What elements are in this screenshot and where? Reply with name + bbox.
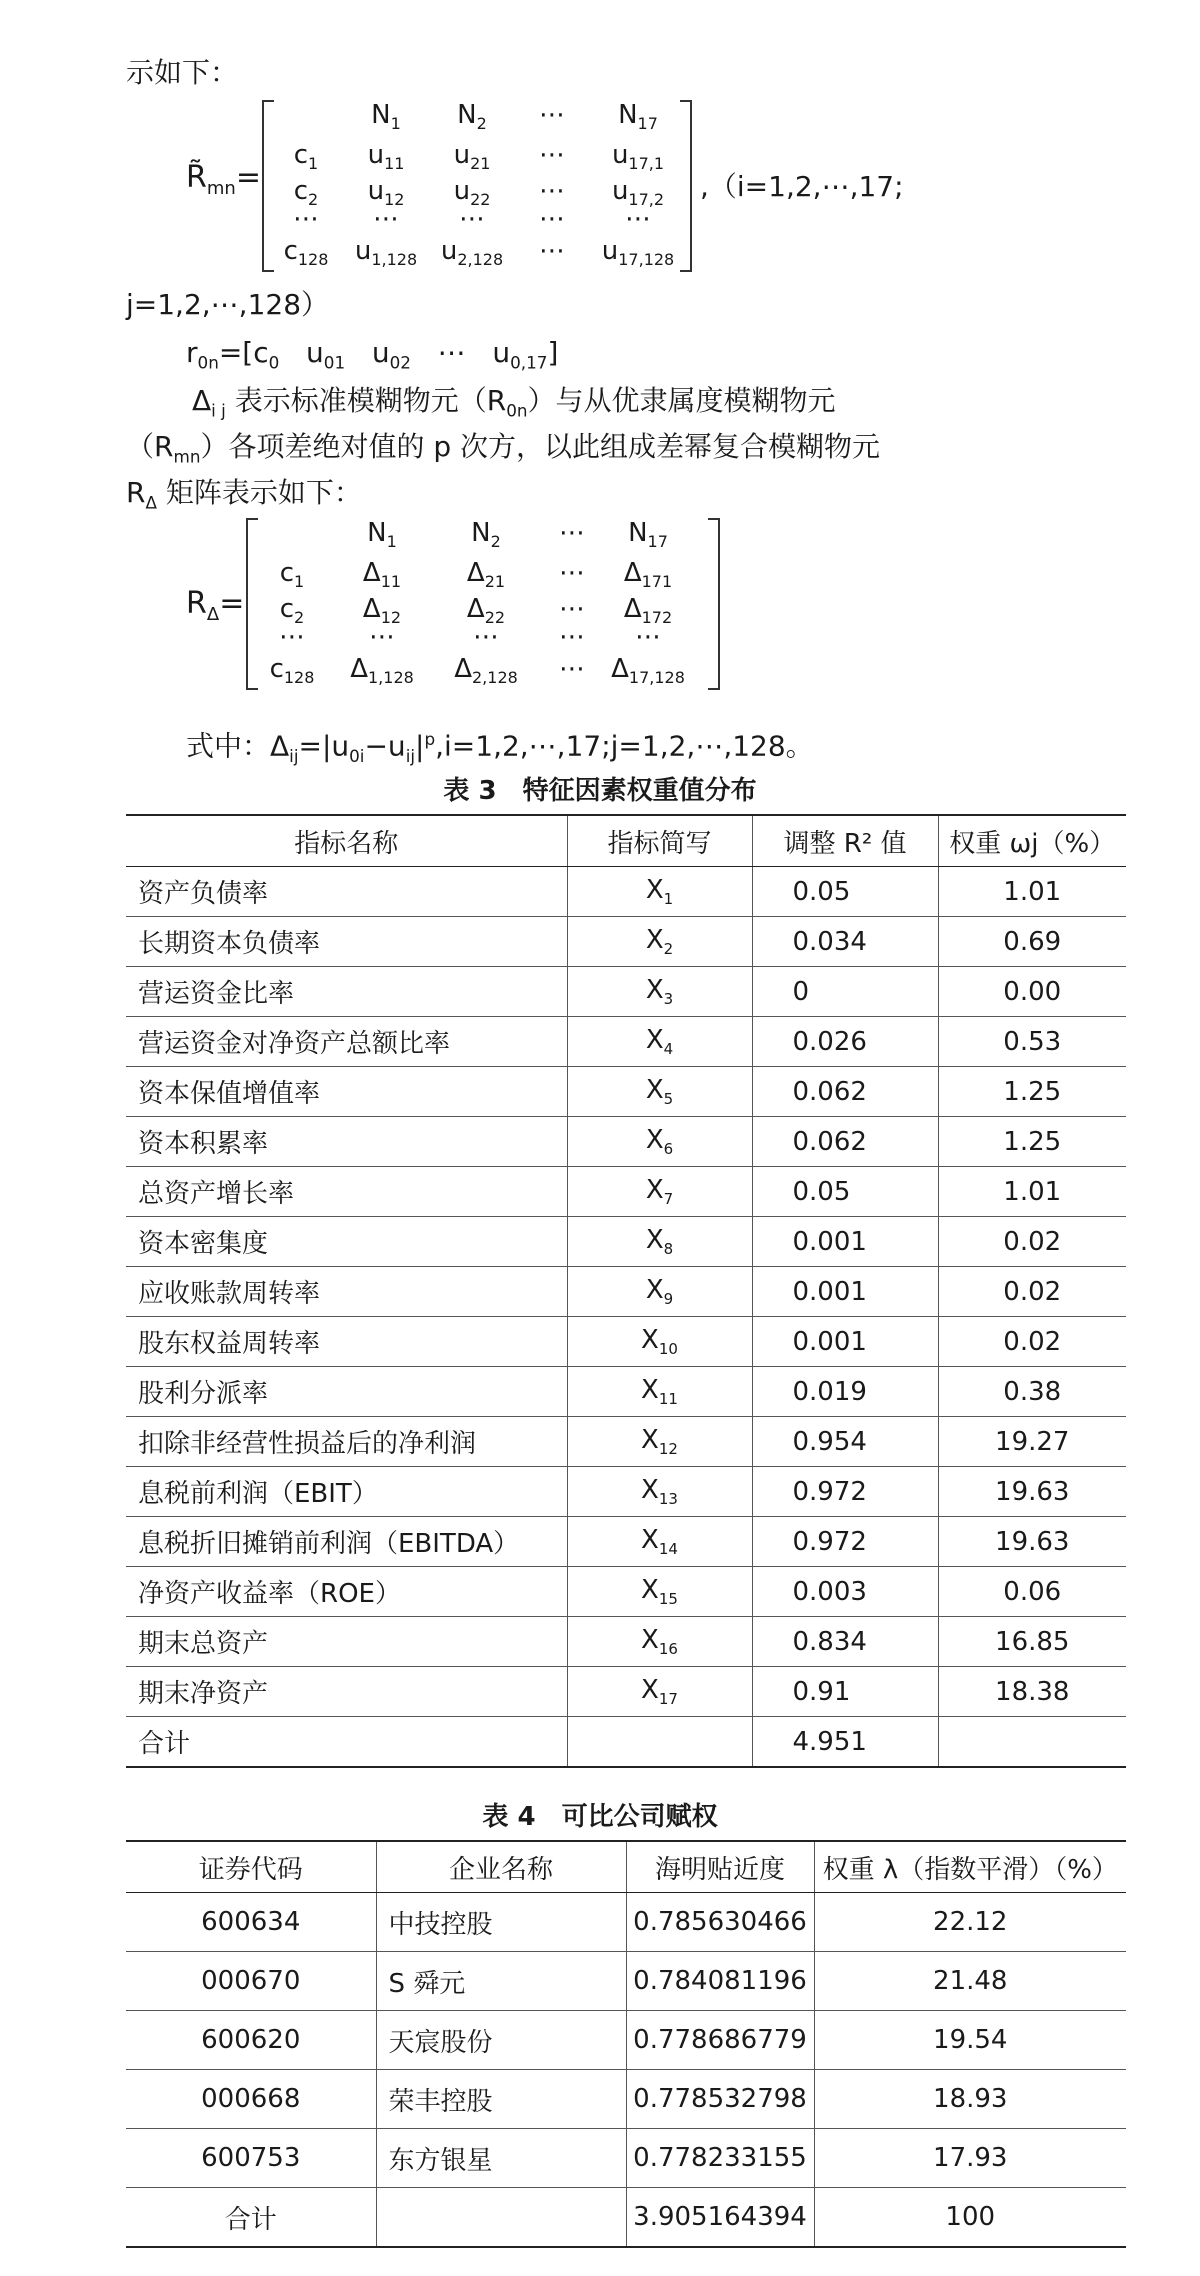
t3-cell-r2: 0.05 (752, 867, 938, 917)
t3-cell-r2: 0.019 (752, 1367, 938, 1417)
table4 (126, 1840, 1126, 2248)
t3-cell-abbr: $X_{13}$ (567, 1467, 752, 1517)
t3-cell-name: 息税折旧摊销前利润（EBITDA） (126, 1517, 567, 1567)
t3-cell-name: 资本保值增值率 (126, 1067, 567, 1117)
t3-cell-r2: 0.062 (752, 1117, 938, 1167)
table-row (126, 917, 1126, 967)
t3-cell-r2: 0.001 (752, 1317, 938, 1367)
table-row (126, 1667, 1126, 1717)
t4-cell-code: 600753 (126, 2129, 376, 2188)
formula-line: 式中：$\Delta_{ij}=|u_{0i}-u_{ij}|^p,i=1,2,\cdots,17;j=1,2,\cdots,128$。 (186, 729, 814, 766)
table-row (126, 1893, 1126, 1952)
t3-cell-abbr: $X_9$ (567, 1267, 752, 1317)
t3-cell-weight: 1.25 (938, 1117, 1126, 1167)
t4-cell-company: 中技控股 (376, 1893, 626, 1952)
t3-cell-r2: 0.972 (752, 1517, 938, 1567)
t3-cell-weight: 1.01 (938, 1167, 1126, 1217)
t4-cell-hamming: 0.784081196 (626, 1952, 814, 2011)
table-row (126, 1267, 1126, 1317)
t3-cell-weight: 0.53 (938, 1017, 1126, 1067)
t3-header-weight: 权重 ωj（%） (938, 815, 1126, 867)
t3-cell-name: 股利分派率 (126, 1367, 567, 1417)
table-row (126, 2188, 1126, 2248)
t3-cell-r2: 0.003 (752, 1567, 938, 1617)
t3-cell-name: 净资产收益率（ROE） (126, 1567, 567, 1617)
t4-cell-code: 000670 (126, 1952, 376, 2011)
paragraph-line3: $R_\Delta$ 矩阵表示如下： (126, 476, 362, 513)
table-row (126, 2129, 1126, 2188)
matrix2-label: $R_\Delta=$ (186, 586, 245, 625)
table-row (126, 1117, 1126, 1167)
t3-cell-r2: 0.954 (752, 1417, 938, 1467)
t4-cell-company: S 舜元 (376, 1952, 626, 2011)
t3-cell-name: 总资产增长率 (126, 1167, 567, 1217)
t4-header-code: 证券代码 (126, 1841, 376, 1893)
table-row (126, 1717, 1126, 1768)
t4-header-hamming: 海明贴近度 (626, 1841, 814, 1893)
t3-cell-r2: 0.05 (752, 1167, 938, 1217)
t4-cell-weight: 21.48 (814, 1952, 1126, 2011)
table-row (126, 1567, 1126, 1617)
t3-cell-name: 营运资金对净资产总额比率 (126, 1017, 567, 1067)
t3-cell-weight: 0.38 (938, 1367, 1126, 1417)
t3-cell-r2: 0.026 (752, 1017, 938, 1067)
table-row (126, 1467, 1126, 1517)
t3-cell-weight: 0.06 (938, 1567, 1126, 1617)
t3-cell-name: 股东权益周转率 (126, 1317, 567, 1367)
table-row (126, 1617, 1126, 1667)
table3 (126, 814, 1126, 1768)
t3-cell-name: 息税前利润（EBIT） (126, 1467, 567, 1517)
t3-cell-abbr: $X_4$ (567, 1017, 752, 1067)
t4-cell-hamming: 0.778532798 (626, 2070, 814, 2129)
t3-cell-weight: 18.38 (938, 1667, 1126, 1717)
t3-cell-abbr: $X_{10}$ (567, 1317, 752, 1367)
t3-cell-abbr: $X_{11}$ (567, 1367, 752, 1417)
t3-cell-abbr: $X_{17}$ (567, 1667, 752, 1717)
table-row (126, 1217, 1126, 1267)
t4-cell-hamming: 0.785630466 (626, 1893, 814, 1952)
t3-cell-abbr: $X_{15}$ (567, 1567, 752, 1617)
t4-cell-weight: 22.12 (814, 1893, 1126, 1952)
table-row (126, 867, 1126, 917)
t4-cell-code: 600634 (126, 1893, 376, 1952)
t4-cell-weight: 19.54 (814, 2011, 1126, 2070)
t3-cell-abbr: $X_2$ (567, 917, 752, 967)
t3-cell-abbr: $X_{12}$ (567, 1417, 752, 1467)
r0n-formula: $r_{0n}=[c_0$ $u_{01}$ $u_{02}$ ⋯ $u_{0,17}$] (186, 336, 559, 373)
table-row (126, 1317, 1126, 1367)
t3-cell-abbr: $X_{16}$ (567, 1617, 752, 1667)
t3-cell-r2: 0.91 (752, 1667, 938, 1717)
t4-cell-hamming: 0.778233155 (626, 2129, 814, 2188)
t3-cell-name: 资本密集度 (126, 1217, 567, 1267)
t3-cell-name: 期末净资产 (126, 1667, 567, 1717)
t3-cell-name: 扣除非经营性损益后的净利润 (126, 1417, 567, 1467)
t3-cell-r2: 0.001 (752, 1267, 938, 1317)
i-range-text: ,（i=1,2,⋯,17; (700, 170, 904, 203)
matrix2: $N_1$ $N_2$ ⋯ $N_{17}$ $c_1$ $\Delta_{11}$ $\Delta_{21}$ ⋯ $\Delta_{171}$ $c_2$ $\Delta_{12}$ $\Delta_{22}$ ⋯ $\Delta_{172}$ ⋯ ⋯ ⋯ ⋯ ⋯ $c_{128}$ $\Delta_{1,128}$ $\Delta_{2,128}$ ⋯ $\Delta_{17,128}$ (246, 518, 720, 690)
table-row (126, 967, 1126, 1017)
t3-header-r2: 调整 R² 值 (752, 815, 938, 867)
t3-cell-abbr: $X_3$ (567, 967, 752, 1017)
matrix1-label: $R̃_{mn}=$ (186, 160, 261, 199)
t3-cell-weight: 19.63 (938, 1467, 1126, 1517)
t3-cell-name: 营运资金比率 (126, 967, 567, 1017)
t3-cell-abbr: $X_5$ (567, 1067, 752, 1117)
t3-cell-weight: 16.85 (938, 1617, 1126, 1667)
t3-cell-abbr (567, 1717, 752, 1768)
t4-cell-company: 天宸股份 (376, 2011, 626, 2070)
t3-cell-r2: 0 (752, 967, 938, 1017)
t4-cell-company (376, 2188, 626, 2248)
t3-cell-r2: 0.834 (752, 1617, 938, 1667)
table-row (126, 1952, 1126, 2011)
t3-cell-name: 合计 (126, 1717, 567, 1768)
t3-cell-r2: 0.062 (752, 1067, 938, 1117)
t3-cell-name: 期末总资产 (126, 1617, 567, 1667)
j-range-text: j=1,2,⋯,128） (126, 288, 330, 321)
table-row (126, 1417, 1126, 1467)
t3-cell-abbr: $X_{14}$ (567, 1517, 752, 1567)
t3-cell-weight: 0.02 (938, 1267, 1126, 1317)
t3-cell-weight (938, 1717, 1126, 1768)
table4-caption: 表 4 可比公司赋权 (482, 1802, 718, 1832)
t3-cell-name: 应收账款周转率 (126, 1267, 567, 1317)
t3-cell-r2: 0.972 (752, 1467, 938, 1517)
table-row (126, 1067, 1126, 1117)
intro-text: 示如下： (126, 56, 239, 89)
paragraph-line1: $\Delta_{i j}$ 表示标准模糊物元$(R_{0n})$与从优隶属度模糊物元 (192, 384, 836, 421)
t4-cell-weight: 100 (814, 2188, 1126, 2248)
table-row (126, 1017, 1126, 1067)
t4-header-company: 企业名称 (376, 1841, 626, 1893)
t3-cell-r2: 0.034 (752, 917, 938, 967)
t4-cell-code: 600620 (126, 2011, 376, 2070)
t3-cell-weight: 19.63 (938, 1517, 1126, 1567)
t3-cell-name: 长期资本负债率 (126, 917, 567, 967)
t4-cell-weight: 18.93 (814, 2070, 1126, 2129)
table-row (126, 2011, 1126, 2070)
t4-cell-hamming: 3.905164394 (626, 2188, 814, 2248)
t3-cell-abbr: $X_8$ (567, 1217, 752, 1267)
table-row (126, 1517, 1126, 1567)
t3-cell-weight: 0.00 (938, 967, 1126, 1017)
matrix1: $N_1$ $N_2$ ⋯ $N_{17}$ $c_1$ $u_{11}$ $u_{21}$ ⋯ $u_{17,1}$ $c_2$ $u_{12}$ $u_{22}$ ⋯ $u_{17,2}$ ⋯ ⋯ ⋯ ⋯ ⋯ $c_{128}$ $u_{1,128}$ $u_{2,128}$ ⋯ $u_{17,128}$ (262, 100, 692, 272)
t3-cell-name: 资本积累率 (126, 1117, 567, 1167)
t4-cell-hamming: 0.778686779 (626, 2011, 814, 2070)
t3-cell-abbr: $X_6$ (567, 1117, 752, 1167)
t4-cell-company: 荣丰控股 (376, 2070, 626, 2129)
t3-cell-weight: 0.69 (938, 917, 1126, 967)
t3-header-abbr: 指标简写 (567, 815, 752, 867)
paragraph-line2: $(R_{mn})$各项差绝对值的 p 次方，以此组成差幂复合模糊物元 (126, 430, 881, 467)
table-row (126, 1367, 1126, 1417)
t4-cell-company: 东方银星 (376, 2129, 626, 2188)
t3-cell-r2: 4.951 (752, 1717, 938, 1768)
t3-header-name: 指标名称 (126, 815, 567, 867)
table3-caption: 表 3 特征因素权重值分布 (443, 776, 757, 806)
t3-cell-r2: 0.001 (752, 1217, 938, 1267)
t3-cell-name: 资产负债率 (126, 867, 567, 917)
t3-cell-weight: 0.02 (938, 1317, 1126, 1367)
t3-cell-weight: 19.27 (938, 1417, 1126, 1467)
table-row (126, 2070, 1126, 2129)
t3-cell-abbr: $X_7$ (567, 1167, 752, 1217)
t3-cell-abbr: $X_1$ (567, 867, 752, 917)
t4-cell-weight: 17.93 (814, 2129, 1126, 2188)
table-row (126, 1167, 1126, 1217)
t3-cell-weight: 0.02 (938, 1217, 1126, 1267)
t3-cell-weight: 1.01 (938, 867, 1126, 917)
t3-cell-weight: 1.25 (938, 1067, 1126, 1117)
t4-header-weight: 权重 λ（指数平滑）（%） (814, 1841, 1126, 1893)
t4-cell-code: 合计 (126, 2188, 376, 2248)
t4-cell-code: 000668 (126, 2070, 376, 2129)
